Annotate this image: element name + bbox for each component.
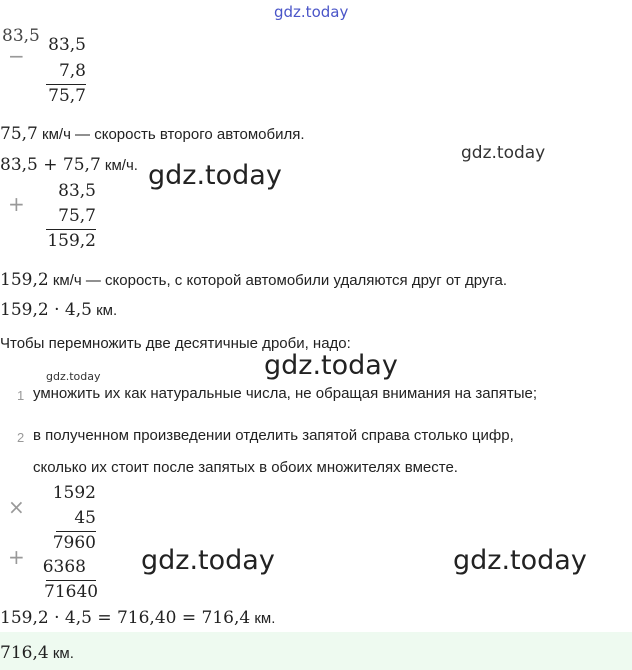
watermark-top: gdz.today xyxy=(274,3,349,21)
addend-2: 75,7 xyxy=(58,206,96,226)
line-text: км/ч — скорость, с которой автомобили удаляются друг от друга. xyxy=(48,272,508,289)
minus-sign: − xyxy=(8,44,25,68)
line-text: км. xyxy=(91,302,118,319)
difference: 75,7 xyxy=(48,86,86,106)
subtrahend: 7,8 xyxy=(58,61,86,81)
line-product-expr xyxy=(0,300,117,320)
partial-product-1: 7960 xyxy=(52,533,96,553)
math-expr: 159,2 · 4,5 = 716,40 = 716,4 xyxy=(0,608,251,628)
result-line xyxy=(46,229,96,230)
multiply-sign: × xyxy=(8,495,25,519)
watermark-big: gdz.today xyxy=(141,545,275,576)
partial-product-2: 6368 xyxy=(42,557,86,577)
watermark-big: gdz.today xyxy=(148,160,282,191)
cut-off-text: 83,5 xyxy=(2,26,40,46)
line-text: км. xyxy=(250,610,276,627)
factor-1: 1592 xyxy=(52,483,96,503)
step-text-continued: сколько их стоит после запятых в обоих множителях вместе. xyxy=(33,459,458,476)
line-separation-speed xyxy=(0,270,507,290)
answer-line xyxy=(0,643,74,663)
line-text: км/ч — скорость второго автомобиля. xyxy=(37,126,305,143)
answer-box xyxy=(0,632,632,670)
step-number: 2 xyxy=(17,430,25,445)
math-expr: 159,2 · 4,5 xyxy=(0,300,92,320)
addend-1: 83,5 xyxy=(58,181,96,201)
line-product-result xyxy=(0,608,275,628)
minuend: 83,5 xyxy=(48,35,86,55)
watermark-tiny: gdz.today xyxy=(46,370,101,383)
step-number: 1 xyxy=(17,388,25,403)
result-line xyxy=(56,531,96,532)
math-expr: 75,7 xyxy=(0,124,38,144)
step-text: умножить их как натуральные числа, не обращая внимания на запятые; xyxy=(33,385,538,402)
line-sum-expr xyxy=(0,155,138,175)
watermark-big: gdz.today xyxy=(453,545,587,576)
plus-sign: + xyxy=(8,545,25,569)
math-expr: 716,4 xyxy=(0,643,49,663)
sum: 159,2 xyxy=(47,231,96,251)
result-line xyxy=(46,84,86,85)
watermark-right: gdz.today xyxy=(461,143,546,163)
product: 71640 xyxy=(44,582,99,602)
rule-intro: Чтобы перемножить две десятичные дроби, надо: xyxy=(0,335,351,352)
result-line xyxy=(46,580,96,581)
step-text: в полученном произведении отделить запятой справа столько цифр, xyxy=(33,427,514,444)
factor-2: 45 xyxy=(74,508,96,528)
line-speed-second xyxy=(0,124,305,144)
plus-sign: + xyxy=(8,192,25,216)
math-expr: 159,2 xyxy=(0,270,49,290)
line-text: км/ч. xyxy=(100,157,138,174)
watermark-big: gdz.today xyxy=(264,350,398,381)
math-expr: 83,5 + 75,7 xyxy=(0,155,101,175)
line-text: км. xyxy=(48,645,74,662)
